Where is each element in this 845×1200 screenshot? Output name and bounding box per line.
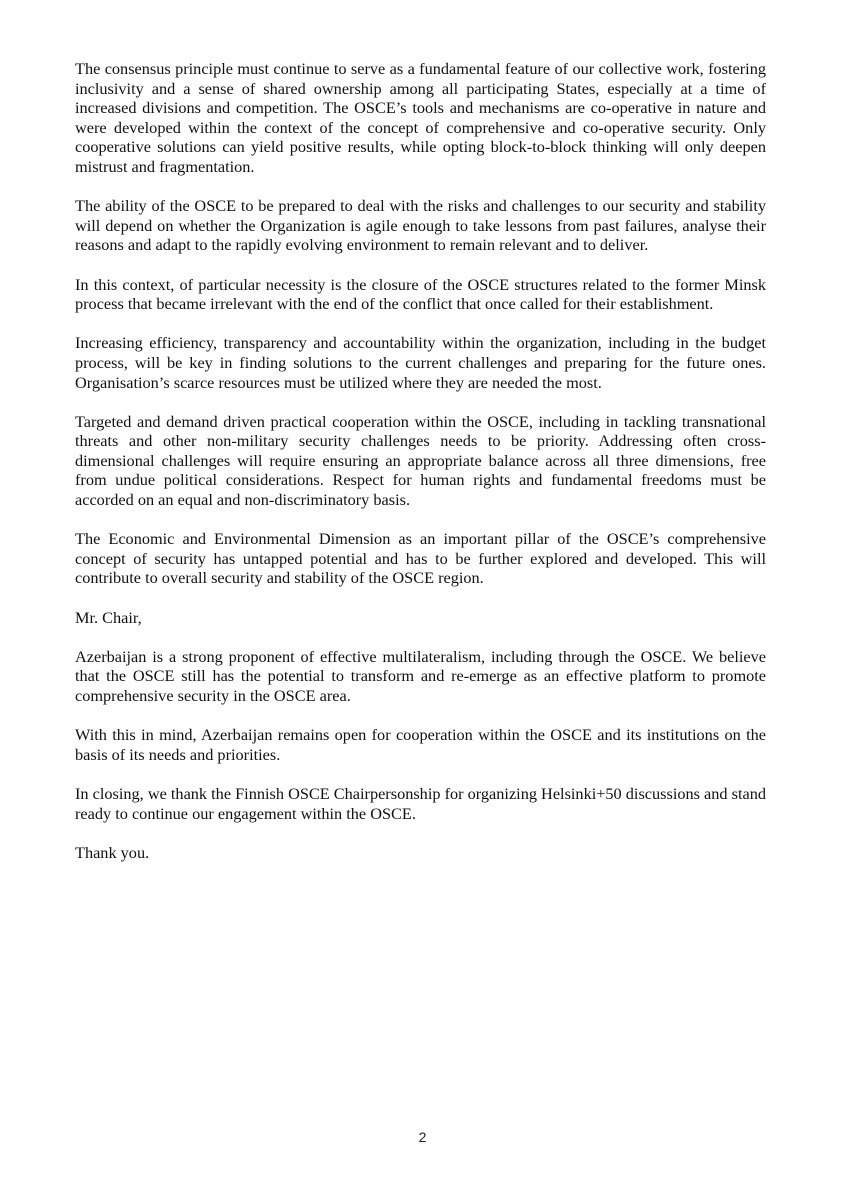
paragraph-targeted-cooperation: Targeted and demand driven practical cooperation within the OSCE, including in tackling transnational threats and other non-military security challenges needs to be priority. Addressing often cross-dimensional challenges will require ensuring an appropriate balance across all three dimensions, free from undue political considerations. Respect for human rights and fundamental freedoms must be accorded on an equal and non-discriminatory basis. [75, 411, 766, 510]
paragraph-minsk-process: In this context, of particular necessity is the closure of the OSCE structures related to the former Minsk process that became irrelevant with the end of the conflict that once called for their establishment. [75, 274, 766, 314]
paragraph-salutation: Mr. Chair, [75, 607, 142, 627]
page-number: 2 [418, 1129, 427, 1145]
paragraph-efficiency: Increasing efficiency, transparency and accountability within the organization, including in the budget process, will be key in finding solutions to the current challenges and preparing for the future ones. Organisation’s scarce resources must be utilized where they are needed the most. [75, 333, 766, 392]
document-body [75, 59, 766, 882]
paragraph-economic-dimension: The Economic and Environmental Dimension as an important pillar of the OSCE’s comprehensive concept of security has untapped potential and has to be further explored and developed. This will contribute to overall security and stability of the OSCE region. [75, 529, 766, 588]
paragraph-thank-you: Thank you. [75, 842, 150, 862]
paragraph-consensus-principle: The consensus principle must continue to serve as a fundamental feature of our collective work, fostering inclusivity and a sense of shared ownership among all participating States, especially at a time of increased divisions and competition. The OSCE’s tools and mechanisms are co-operative in nature and were developed within the context of the concept of comprehensive and co-operative security. Only cooperative solutions can yield positive results, while opting block-to-block thinking will only deepen mistrust and fragmentation. [75, 59, 766, 176]
paragraph-open-cooperation: With this in mind, Azerbaijan remains open for cooperation within the OSCE and its institutions on the basis of its needs and priorities. [75, 725, 766, 764]
paragraph-closing: In closing, we thank the Finnish OSCE Chairpersonship for organizing Helsinki+50 discussions and stand ready to continue our engagement within the OSCE. [75, 783, 766, 823]
paragraph-osce-ability: The ability of the OSCE to be prepared to deal with the risks and challenges to our security and stability will depend on whether the Organization is agile enough to take lessons from past failures, analyse their reasons and adapt to the rapidly evolving environment to remain relevant and to deliver. [75, 196, 766, 255]
paragraph-multilateralism: Azerbaijan is a strong proponent of effective multilateralism, including through the OSCE. We believe that the OSCE still has the potential to transform and re-emerge as an effective platform to promote comprehensive security in the OSCE area. [75, 646, 766, 705]
